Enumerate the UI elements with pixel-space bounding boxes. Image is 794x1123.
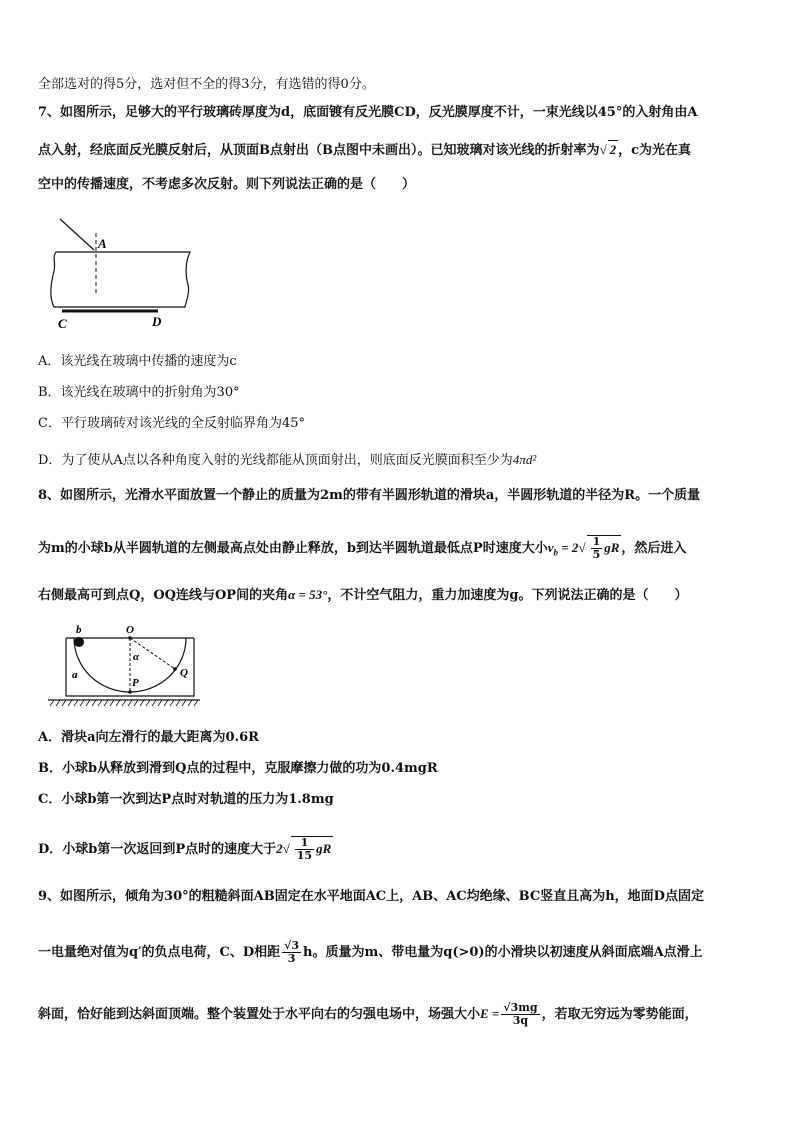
- q8-option-d: D．小球b第一次返回到P点时的速度大于2√ $\frac{1}{15}$ gR: [38, 836, 332, 862]
- q8-option-a: A．滑块a向左滑行的最大距离为0.6R: [38, 730, 259, 745]
- q8-option-c: C．小球b第一次到达P点时对轨道的压力为1.8mg: [38, 792, 334, 807]
- q8-option-b: B．小球b从释放到滑到Q点的过程中，克服摩擦力做的功为0.4mgR: [38, 761, 438, 776]
- q8-figure: [44, 620, 204, 710]
- q7-figure: [40, 215, 210, 335]
- q7-line2: [38, 140, 691, 160]
- q7-option-a: A．该光线在玻璃中传播的速度为c: [38, 354, 237, 369]
- intro-text: 全部选对的得5分，选对但不全的得3分，有选错的得0分。: [38, 77, 375, 92]
- q7-line2-a: 点入射，经底面反光膜反射后，从顶面B点射出（B点图中未画出）。已知玻璃对该光线的折射率为: [38, 143, 600, 158]
- q7-line3: 空中的传播速度，不考虑多次反射。则下列说法正确的是（ ）: [38, 177, 416, 192]
- slider-block: [66, 638, 194, 696]
- q7-option-d-math: 4πd²: [512, 452, 537, 467]
- glass-slab: [51, 252, 190, 307]
- point-o: [128, 636, 132, 640]
- label-o: O: [126, 624, 134, 636]
- q9-line2: 一电量绝对值为q′的负点电荷，C、D相距 $\frac{√3}{3}$ h。质量为m、带电量为q(>0)的小滑块以初速度从斜面底端A点滑上: [38, 939, 703, 965]
- q7-sqrt: √ 2: [599, 142, 617, 157]
- label-d: D: [152, 314, 162, 329]
- point-p: [128, 690, 132, 694]
- q7-option-b: B．该光线在玻璃中的折射角为30°: [38, 385, 240, 400]
- q7-line2-b: ，c为光在真: [618, 143, 692, 158]
- q7-option-d: D．为了使从A点以各种角度入射的光线都能从顶面射出，则底面反光膜面积至少为4πd²: [38, 452, 537, 468]
- q7-option-c: C．平行玻璃砖对该光线的全反射临界角为45°: [38, 416, 305, 431]
- label-a: A: [98, 236, 107, 251]
- label-alpha: α: [133, 651, 140, 663]
- q8-line2: 为m的小球b从半圆轨道的左侧最高点处由静止释放，b到达半圆轨道最低点P时速度大小$v_b = 2√$ $\frac{1}{5}$ gR ，然后进入: [38, 535, 687, 561]
- q8-alpha: α = 53°: [288, 587, 328, 602]
- ball-b: [74, 637, 84, 647]
- q8-vb-expr: $v_b = 2$: [547, 540, 579, 558]
- q7-line1: 7、如图所示，足够大的平行玻璃砖厚度为d，底面镀有反光膜CD，反光膜厚度不计，一束光线以45°的入射角由A: [38, 105, 698, 120]
- label-q: Q: [180, 667, 188, 679]
- q9-line1: 9、如图所示，倾角为30°的粗糙斜面AB固定在水平地面AC上，AB、AC均绝缘、BC竖直且高为h，地面D点固定: [38, 889, 704, 904]
- ground-hatch: [50, 700, 198, 706]
- q8-line3: 右侧最高可到点Q，OQ连线与OP间的夹角α = 53°，不计空气阻力，重力加速度为g。下列说法正确的是（ ）: [38, 587, 688, 603]
- label-b: b: [76, 624, 82, 636]
- q8-line1: 8、如图所示，光滑水平面放置一个静止的质量为2m的带有半圆形轨道的滑块a，半圆形轨道的半径为R。一个质量: [38, 488, 701, 503]
- q9-line3: 斜面，恰好能到达斜面顶端。整个装置处于水平向右的匀强电场中，场强大小E = $\frac{√3mg}{3q}$ ，若取无穷远为零势能面，: [38, 1001, 698, 1027]
- label-p: P: [132, 677, 139, 689]
- point-q: [173, 667, 177, 671]
- label-c: C: [58, 316, 67, 331]
- incident-ray: [60, 219, 94, 250]
- label-a: a: [72, 669, 78, 681]
